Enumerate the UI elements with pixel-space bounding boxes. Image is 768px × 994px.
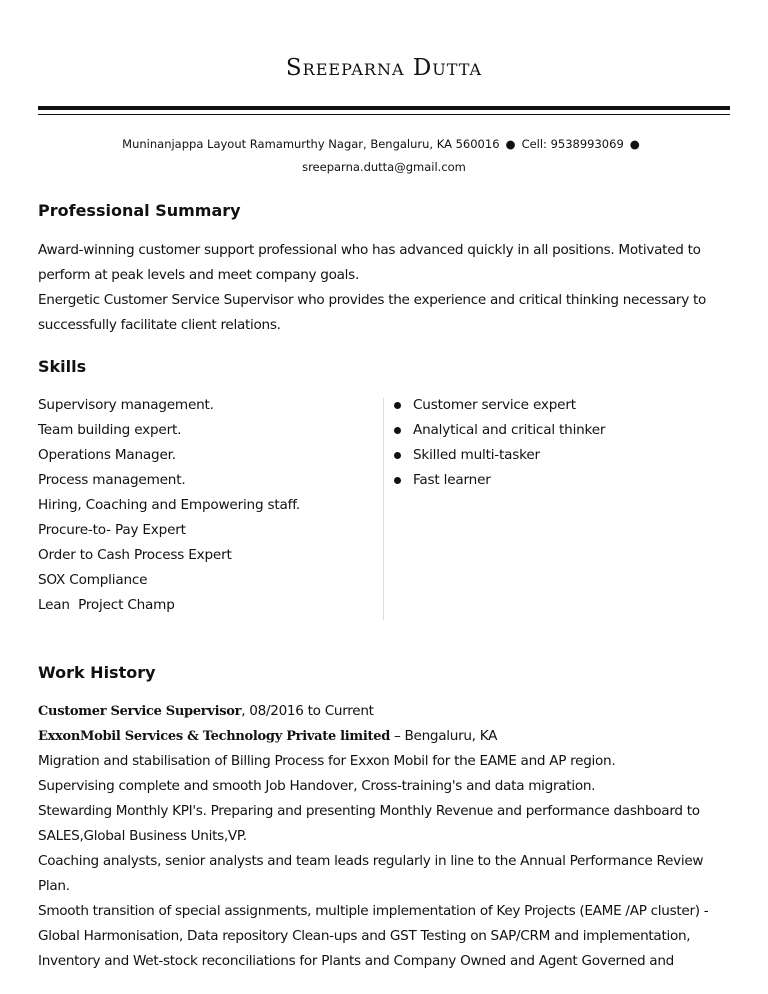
skill-bullet-item: Fast learner [413, 468, 605, 493]
skill-bullet-item: Analytical and critical thinker [413, 418, 605, 443]
company-name: ExxonMobil Services & Technology Private limited [38, 729, 390, 744]
skill-item: Procure-to- Pay Expert [38, 522, 186, 538]
summary-text [38, 238, 738, 338]
work-heading: Work History [38, 663, 156, 682]
skill-item: SOX Compliance [38, 572, 148, 588]
work-line: Plan. [38, 878, 70, 894]
skill-bullet-item: Skilled multi-tasker [413, 443, 605, 468]
work-line: Coaching analysts, senior analysts and team leads regularly in line to the Annual Performance Review [38, 853, 704, 869]
company-line [38, 724, 738, 749]
contact-block [0, 133, 768, 179]
bullet-icon: ● [505, 137, 516, 151]
skill-item: Hiring, Coaching and Empowering staff. [38, 497, 300, 513]
work-line: Inventory and Wet-stock reconciliations for Plants and Company Owned and Agent Governed and [38, 953, 674, 969]
summary-heading: Professional Summary [38, 201, 241, 220]
company-location: – Bengaluru, KA [389, 728, 498, 744]
contact-line [0, 133, 768, 156]
skill-bullet-item: Customer service expert [413, 393, 605, 418]
summary-line: Award-winning customer support professional who has advanced quickly in all positions. Motivated to [38, 242, 701, 258]
header-rule-thick [38, 106, 730, 110]
summary-line: Energetic Customer Service Supervisor who provides the experience and critical thinking necessary to [38, 292, 707, 308]
address: Muninanjappa Layout Ramamurthy Nagar, Bengaluru, KA 560016 [122, 137, 500, 151]
work-line: SALES,Global Business Units,VP. [38, 828, 247, 844]
skill-item: Process management. [38, 472, 186, 488]
job-dates: , 08/2016 to Current [241, 703, 374, 719]
work-line: Supervising complete and smooth Job Handover, Cross-training's and data migration. [38, 778, 596, 794]
skills-divider [383, 398, 384, 620]
job-title: Customer Service Supervisor [38, 704, 242, 719]
work-line: Migration and stabilisation of Billing Process for Exxon Mobil for the EAME and AP region. [38, 753, 616, 769]
summary-line: successfully facilitate client relations. [38, 317, 281, 333]
work-entry [38, 699, 738, 974]
skills-right-column [413, 393, 605, 493]
candidate-name: Sreeparna Dutta [285, 55, 483, 81]
skills-left-column [38, 393, 300, 618]
phone: Cell: 9538993069 [521, 137, 624, 151]
email: sreeparna.dutta@gmail.com [302, 160, 466, 174]
skill-item: Team building expert. [38, 422, 182, 438]
job-title-line [38, 699, 738, 724]
work-line: Stewarding Monthly KPI's. Preparing and presenting Monthly Revenue and performance dashboard to [38, 803, 700, 819]
bullet-icon: ● [629, 137, 640, 151]
skills-heading: Skills [38, 357, 87, 376]
work-line: Global Harmonisation, Data repository Clean-ups and GST Testing on SAP/CRM and implementation, [38, 928, 691, 944]
header-rule-thin [38, 114, 730, 115]
skill-item: Supervisory management. [38, 397, 214, 413]
work-line: Smooth transition of special assignments, multiple implementation of Key Projects (EAME /AP cluster) - [38, 903, 709, 919]
skill-item: Operations Manager. [38, 447, 176, 463]
summary-line: perform at peak levels and meet company goals. [38, 267, 359, 283]
skill-item: Order to Cash Process Expert [38, 547, 232, 563]
skill-item: Lean Project Champ [38, 597, 175, 613]
